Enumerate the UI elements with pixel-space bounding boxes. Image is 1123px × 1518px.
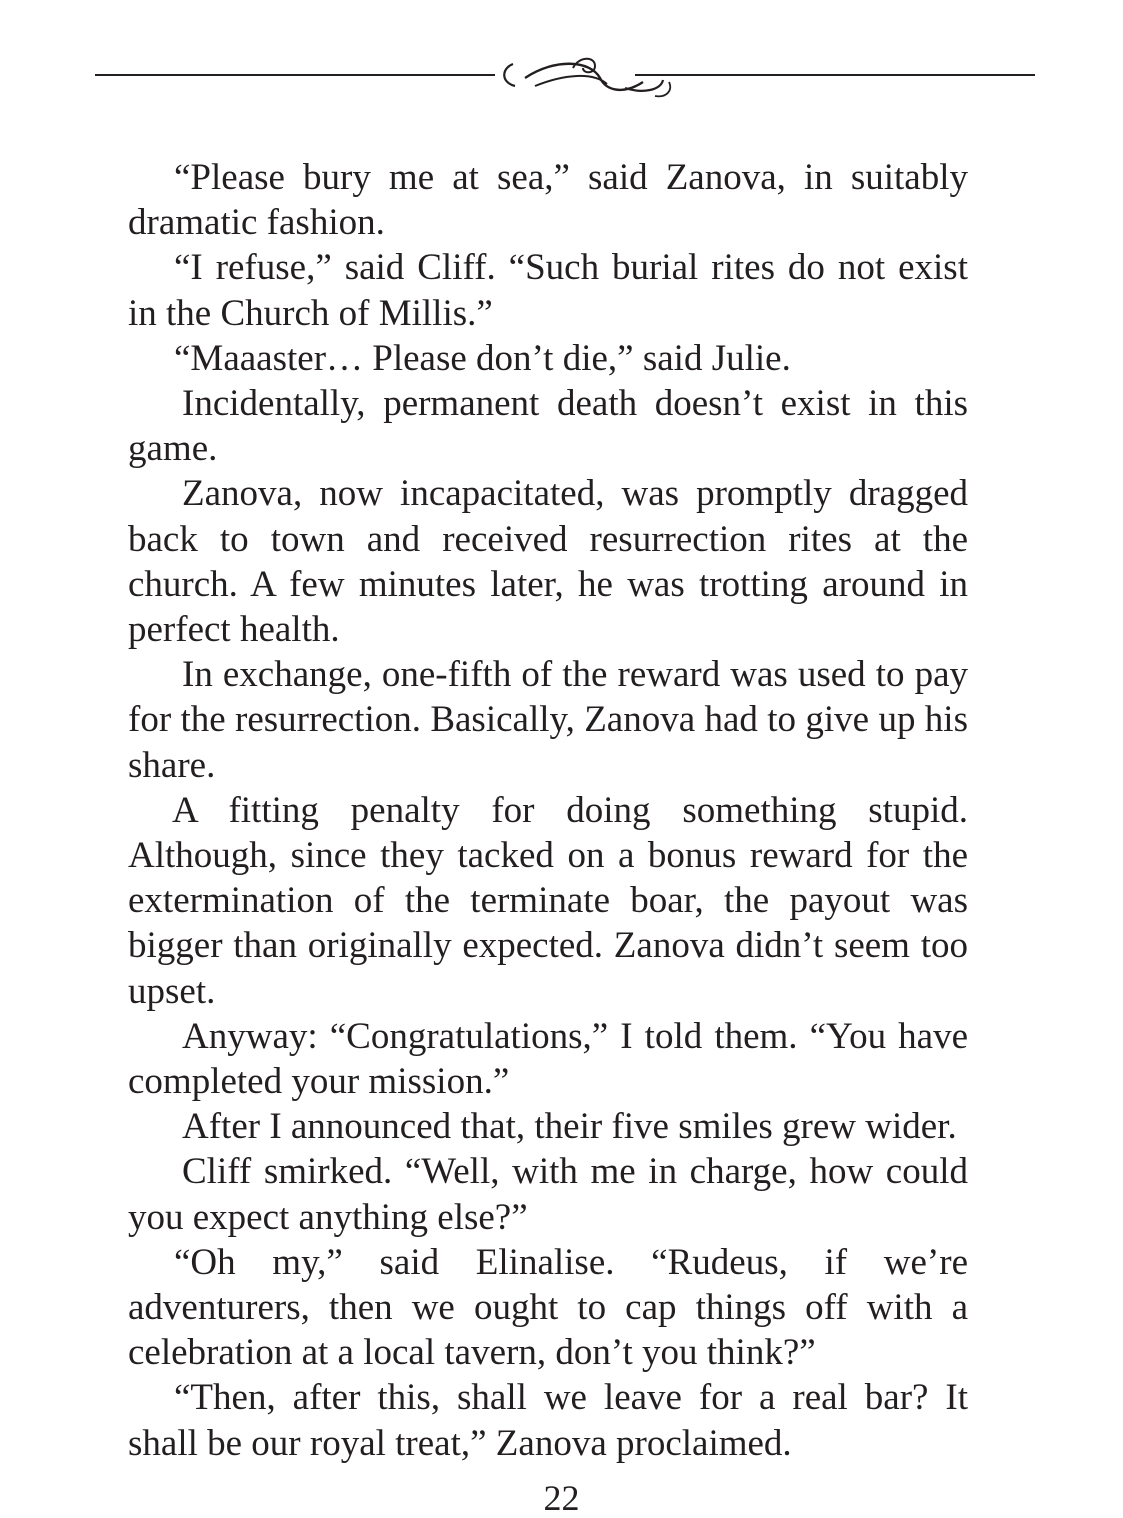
paragraph: Zanova, now incapacitated, was promptly dragged back to town and received resurrection rites at the church. A few minutes later, he was trotting around in perfect health. <box>128 473 968 651</box>
paragraph: “Oh my,” said Elinalise. “Rudeus, if we’re adventurers, then we ought to cap things off with a celebration at a local tavern, don’t you think?” <box>128 1241 968 1374</box>
flourish-divider-icon <box>95 52 1035 108</box>
paragraph: Anyway: “Congratulations,” I told them. “You have completed your mission.” <box>128 1015 968 1103</box>
text-body <box>128 155 968 1466</box>
paragraph: A fitting penalty for doing something stupid. Although, since they tacked on a bonus reward for the extermination of the terminate boar, the payout was bigger than originally expected. Zanova didn’t seem too upset. <box>128 789 968 1012</box>
page-number: 22 <box>543 1478 580 1518</box>
paragraph: Incidentally, permanent death doesn’t exist in this game. <box>128 383 968 470</box>
paragraph: Cliff smirked. “Well, with me in charge, how could you expect anything else?” <box>128 1151 968 1238</box>
paragraph: “Then, after this, shall we leave for a real bar? It shall be our royal treat,” Zanova proclaimed. <box>128 1377 968 1464</box>
paragraph: “Maaaster… Please don’t die,” said Julie. <box>174 337 791 379</box>
paragraph: After I announced that, their five smiles grew wider. <box>182 1106 957 1148</box>
paragraph: In exchange, one-fifth of the reward was used to pay for the resurrection. Basically, Zanova had to give up his share. <box>128 654 968 786</box>
paragraph: “Please bury me at sea,” said Zanova, in suitably dramatic fashion. <box>128 157 968 244</box>
paragraph: “I refuse,” said Cliff. “Such burial rites do not exist in the Church of Millis.” <box>128 247 968 334</box>
